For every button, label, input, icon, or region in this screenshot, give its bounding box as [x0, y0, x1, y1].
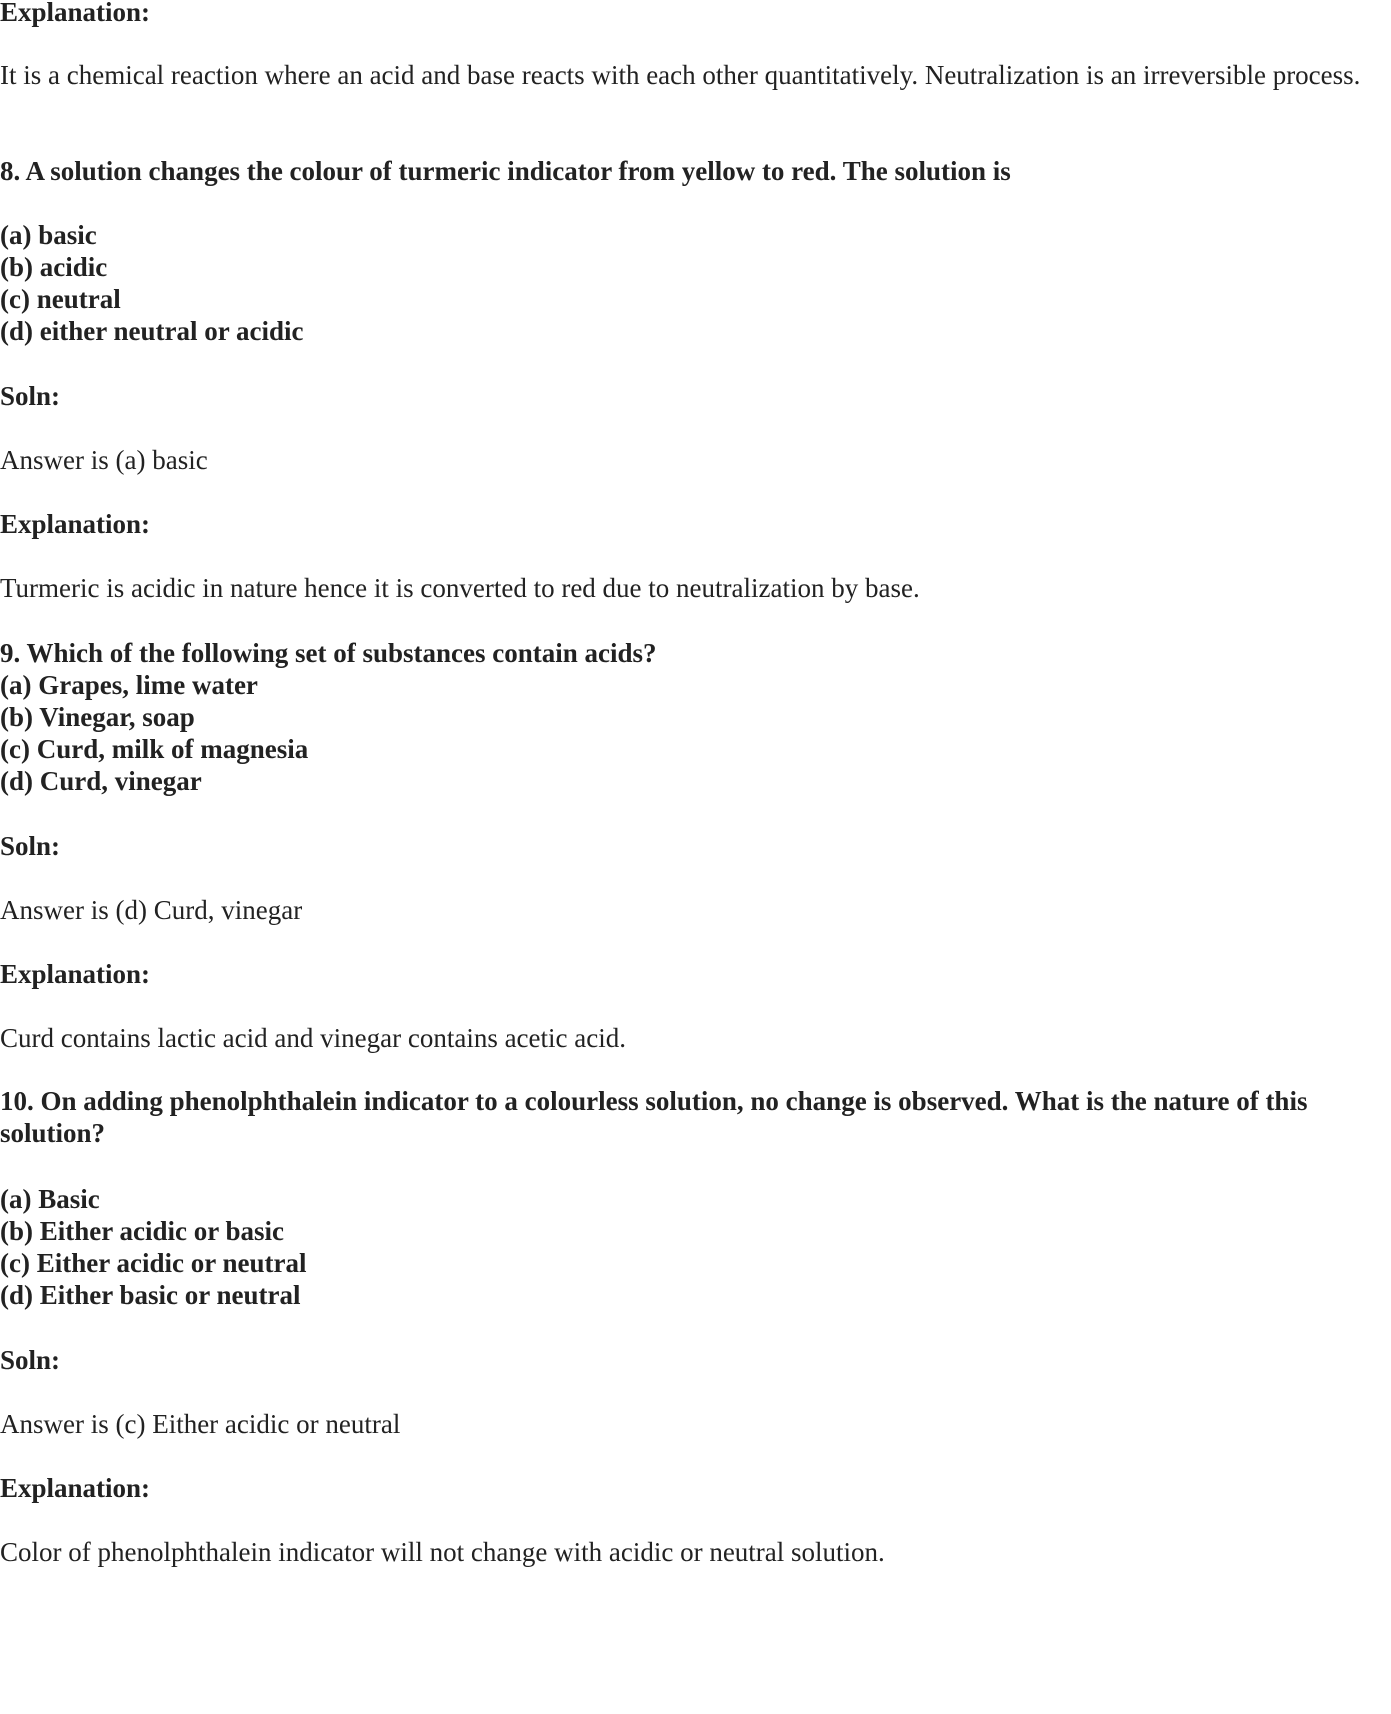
- explanation-text: It is a chemical reaction where an acid and base reacts with each other quantitatively. Neutralization is an irreversible process.: [0, 60, 1361, 90]
- question-10-option-b: (b) Either acidic or basic: [0, 1216, 284, 1246]
- question-9-option-b: (b) Vinegar, soap: [0, 702, 195, 732]
- question-10-solution-heading: Soln:: [0, 1345, 61, 1375]
- question-9-option-a: (a) Grapes, lime water: [0, 670, 258, 700]
- question-10-explanation-heading: Explanation:: [0, 1473, 151, 1503]
- question-10-answer: Answer is (c) Either acidic or neutral: [0, 1409, 401, 1439]
- question-8-option-b: (b) acidic: [0, 252, 108, 282]
- question-9-answer: Answer is (d) Curd, vinegar: [0, 895, 303, 925]
- question-8-option-d: (d) either neutral or acidic: [0, 316, 304, 346]
- question-10-text: 10. On adding phenolphthalein indicator to a colourless solution, no change is observed. What is the nature of this solution?: [0, 1086, 1308, 1148]
- question-9-solution-heading: Soln:: [0, 831, 61, 861]
- question-8-solution-heading: Soln:: [0, 381, 61, 411]
- question-8-text: 8. A solution changes the colour of turmeric indicator from yellow to red. The solution is: [0, 156, 1011, 186]
- question-10-option-a: (a) Basic: [0, 1184, 100, 1214]
- question-8-explanation-heading: Explanation:: [0, 509, 151, 539]
- question-9-option-c: (c) Curd, milk of magnesia: [0, 734, 309, 764]
- question-8-option-c: (c) neutral: [0, 284, 121, 314]
- question-8-explanation: Turmeric is acidic in nature hence it is converted to red due to neutralization by base.: [0, 573, 920, 603]
- question-10-option-c: (c) Either acidic or neutral: [0, 1248, 307, 1278]
- question-10-explanation: Color of phenolphthalein indicator will not change with acidic or neutral solution.: [0, 1537, 885, 1567]
- question-9-option-d: (d) Curd, vinegar: [0, 766, 202, 796]
- question-9-text: 9. Which of the following set of substances contain acids?: [0, 638, 657, 668]
- question-8-answer: Answer is (a) basic: [0, 445, 208, 475]
- question-9-explanation-heading: Explanation:: [0, 959, 151, 989]
- question-10-option-d: (d) Either basic or neutral: [0, 1280, 301, 1310]
- question-9-explanation: Curd contains lactic acid and vinegar contains acetic acid.: [0, 1023, 626, 1053]
- explanation-heading: Explanation:: [0, 0, 151, 27]
- question-8-option-a: (a) basic: [0, 220, 97, 250]
